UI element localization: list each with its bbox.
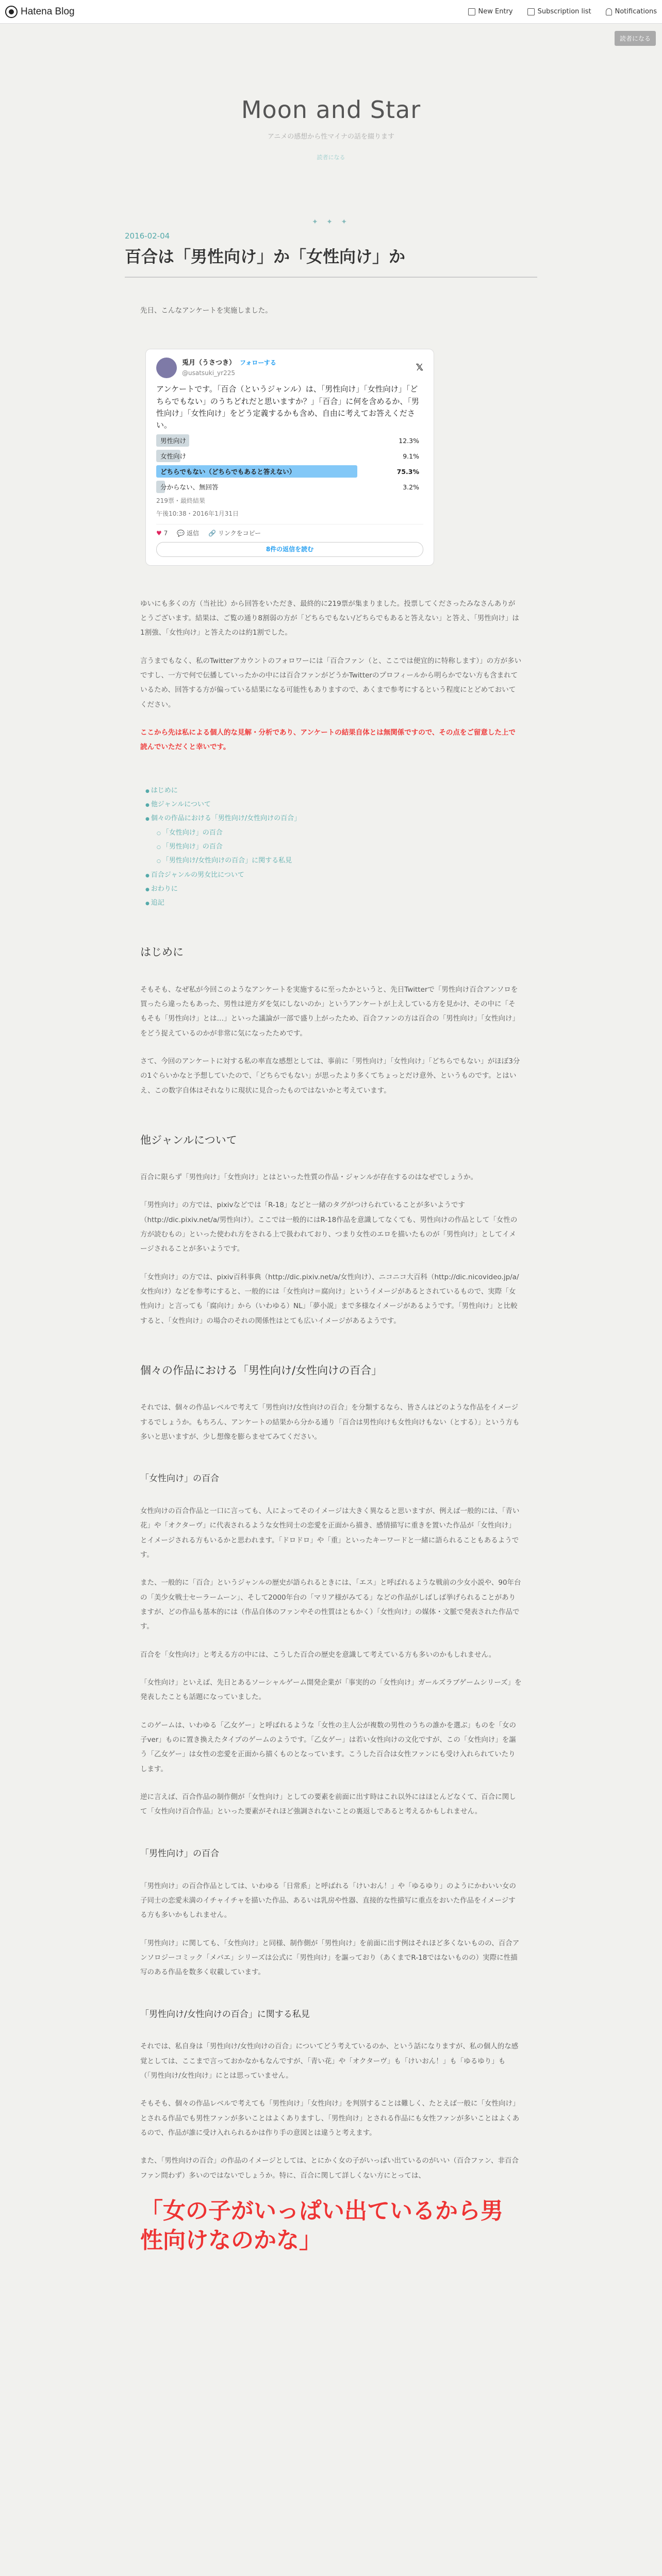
tweet-timestamp[interactable]: 午後10:38・2016年1月31日: [156, 510, 239, 517]
avatar[interactable]: [156, 358, 177, 378]
paragraph: 逆に言えば、百合作品の制作側が「女性向け」としての要素を前面に出す時はこれ以外にはほとんどなくて、百合に関して「女性向け百合作品」といった要素がそれほど強調されないことの裏返しであると考えるかもしれません。: [140, 1793, 516, 1816]
heart-icon: ♥: [156, 529, 162, 537]
bell-icon: [606, 8, 612, 15]
link-icon: 🔗: [208, 529, 216, 537]
poll-option: [156, 465, 423, 478]
list-icon: [527, 8, 535, 15]
paragraph: 「男性向け」の百合作品としては、いわゆる「日常系」と呼ばれる「けいおん！」や「ゆるゆり」のようにかわいい女の子同士の恋愛未満のイチャイチャを描いた作品、あるいは乳房や性器、直接的な性描写に重点をおいた作品をイメージする方も多いかもしれません。: [140, 1882, 516, 1920]
intro-paragraph: 先日、こんなアンケートを実施しました。: [140, 307, 272, 315]
toc-item[interactable]: ○ 「男性向け/女性向けの百合」に関する私見: [145, 854, 522, 868]
paragraph: 「男性向け」の方では、pixivなどでは「R-18」などと一緒のタグがつけられていることが多いようです（http://dic.pixiv.net/a/男性向け）。ここでは一般的にはR-18作品を意識してなくても、男性向けの作品として「女性の方が読むもの」といった使われ方をされる上で扱われており、つまり女性のエロを描いたものが「男性向け」としてイメージされることが多いようです。: [140, 1201, 518, 1253]
pen-icon: [468, 8, 475, 15]
subscription-list-button[interactable]: Subscription list: [527, 8, 591, 15]
blog-description: アニメの感想から性マイナの話を綴ります: [267, 133, 395, 141]
paragraph: また、一般的に「百合」というジャンルの歴史が語られるときには、「エス」と呼ばれるような戦前の少女小説や、90年台の「美少女戦士セーラームーン」、そして2000年台の「マリア様がみてる」などの作品がしばしば挙げられることがありますが、どの作品も基本的には（作品自体のファンやその性質はともかく）「女性向け」の媒体・文脈で発表された作品です。: [140, 1579, 521, 1631]
toc-item[interactable]: ● はじめに: [145, 784, 522, 798]
toc-item[interactable]: ● 他ジャンルについて: [145, 798, 522, 811]
poll-votes: 219票・最終結果: [156, 497, 205, 505]
subscribe-reader-button[interactable]: 読者になる: [615, 31, 656, 46]
subsection-heading-opinion: 「男性向け/女性向けの百合」に関する私見: [140, 2009, 310, 2020]
decorative-stars: ✦ ✦ ✦: [311, 218, 351, 226]
toc-item[interactable]: ○ 「男性向け」の百合: [145, 840, 522, 854]
follow-button[interactable]: フォローする: [240, 359, 276, 366]
toc-item[interactable]: ○ 「女性向け」の百合: [145, 826, 522, 840]
tweet-author-handle[interactable]: @usatsuki_yr225: [182, 369, 235, 377]
toc-item[interactable]: ● 個々の作品における「男性向け/女性向けの百合」: [145, 811, 522, 825]
paragraph: 女性向けの百合作品と一口に言っても、人によってそのイメージは大きく異なると思いますが、例えば一般的には、「青い花」や「オクターヴ」に代表されるような女性同士の恋愛を正面から描き、感情描写に重きを置いた作品が「女性向け」とイメージされる方もいるかと思われます。「ドロドロ」や「重」といったキーワードと一緒に語られることもあるようです。: [140, 1506, 520, 1560]
toc-item[interactable]: ● おわりに: [145, 882, 522, 896]
paragraph: 「男性向け」に関しても、「女性向け」と同様、制作側が「男性向け」を前面に出す例はそれほど多くないものの、百合アンソロジーコミック「メバエ」シリーズは公式に「男性向け」を謳っており（あくまでR-18ではないものの）実際に性描写のある作品を数多く収載しています。: [140, 1939, 520, 1977]
paragraph: 「女性向け」の方では、pixiv百科事典（http://dic.pixiv.net/a/女性向け）、ニコニコ大百科（http://dic.nicovideo.jp/a/女性向け）などを参考にすると、一般的には「女性向け＝腐向け」というイメージがあるとされているもので、実際「女性向け」と言っても「腐向け」から（いわゆる）NL」「夢小説」まで多様なイメージがあるようです。「男性向け」と比較すると、「女性向け」の場合のそれの関係性はとても広いイメージがあるようです。: [140, 1273, 519, 1325]
poll-option-percent: 9.1%: [403, 452, 419, 460]
poll-option-label: どちらでもない（どちらでもあると答えない）: [160, 467, 296, 476]
tweet-author-name[interactable]: 兎月（うさつき）: [182, 359, 236, 367]
paragraph: 百合を「女性向け」と考える方の中には、こうした百合の歴史を意識して考えている方も多いのかもしれません。: [140, 1650, 496, 1659]
tweet-text: アンケートです。「百合（というジャンル）は、「男性向け」「女性向け」「どちらでもない」のうちどれだと思いますか？」「百合」に何を含めるか、「男性向け」「女性向け」をどう定義するかも含め、自由に考えてお答えください。: [156, 384, 419, 430]
article: [125, 231, 537, 2255]
poll: [156, 434, 423, 493]
paragraph: また、「男性向けの百合」の作品のイメージとしては、とにかく女の子がいっぱい出ているのがいい（百合ファン、非百合ファン問わず）多いのではないでしょうか。特に、百合に関して詳しくない方にとっては、: [140, 2157, 519, 2180]
post-date[interactable]: 2016-02-04: [125, 231, 170, 241]
poll-option-label: 分からない、無回答: [160, 483, 219, 491]
hatena-logo-icon: [5, 6, 18, 18]
warning-paragraph: ここから先は私による個人的な見解・分析であり、アンケートの結果自体とは無関係ですので、その点をご留意した上で読んでいただくと幸いです。: [140, 728, 516, 752]
like-button[interactable]: ♥ 7: [156, 529, 168, 537]
hatena-blog-logo[interactable]: [5, 6, 75, 18]
poll-option: [156, 450, 423, 462]
poll-option: [156, 481, 423, 493]
section-heading-each-work: 個々の作品における「男性向け/女性向けの百合」: [140, 1364, 383, 1377]
reply-button[interactable]: 💬 返信: [177, 529, 200, 537]
article-body: [140, 303, 522, 2255]
paragraph: このゲームは、いわゆる「乙女ゲー」と呼ばれるような「女性の主人公が複数の男性のうちの誰かを選ぶ」ものを「女の子ver」ものに置き換えたタイプのゲームのようです。「乙女ゲー」は若い女性向けの文化ですが、この「女性向け」を謳う「乙女ゲー」は女性の恋愛を正面から描くものとなっています。こうした百合は女性ファンにも受け入れられていたりします。: [140, 1721, 516, 1773]
paragraph: そもそも、個々の作品レベルで考えても「男性向け」「女性向け」を判別することは難しく、たとえば一般に「女性向け」とされる作品でも男性ファンが多いことはよくありますし、「男性向け」とされる作品にも女性ファンが多いことはよくあるので、作品が誰に受け入れられるかは作り手の意図とは違うと考えます。: [140, 2099, 520, 2137]
blog-title[interactable]: Moon and Star: [241, 96, 421, 124]
emphasized-quote: 「女の子がいっぱい出ているから男性向けなのかな」: [140, 2198, 503, 2254]
copy-link-button[interactable]: 🔗 リンクをコピー: [208, 529, 261, 537]
paragraph: それでは、私自身は「男性向け/女性向けの百合」についてどう考えているのか、という話になりますが、私の個人的な感覚としては、ここまで言っておかなかもなんですが、「青い花」や「オクターヴ」も「けいおん！」も「ゆるゆり」も（「男性向け/女性向け」にとは思っていません。: [140, 2042, 519, 2080]
hatena-blog-label: Hatena Blog: [21, 6, 75, 17]
x-logo-icon[interactable]: 𝕏: [416, 362, 423, 374]
poll-option-label: 女性向け: [160, 452, 187, 460]
paragraph: 言うまでもなく、私のTwitterアカウントのフォロワーには「百合ファン（と、ここでは便宜的に特称します）」の方が多いですし、一方で何で伝播していったかの中には百合ファンがどうかTwitterのプロフィールから明らかでない方も含まれているため、回答する方が偏っている結果になる可能性もありますので、あくまで参考にするという程度にとどめておいてください。: [140, 656, 522, 709]
poll-option-percent: 75.3%: [396, 467, 419, 476]
blog-header: [0, 24, 662, 161]
subsection-heading-male: 「男性向け」の百合: [140, 1848, 219, 1859]
paragraph: 百合に限らず「男性向け」「女性向け」とはといった性質の作品・ジャンルが存在するのはなぜでしょうか。: [140, 1173, 478, 1182]
read-replies-button[interactable]: 8件の返信を読む: [156, 542, 423, 557]
embedded-tweet[interactable]: [145, 349, 434, 565]
poll-option-percent: 12.3%: [399, 436, 419, 445]
section-heading-intro: はじめに: [140, 946, 184, 959]
poll-option-percent: 3.2%: [403, 483, 419, 491]
paragraph: ゆいにも多くの方（当社比）から回答をいただき、最終的に219票が集まりました。投票してくださったみなさんありがとうございます。結果は、ご覧の通り8割弱の方が「どちらでもない/どちらでもあると答えない」と答え、「男性向け」は1割強、「女性向け」と答えたのは約1割でした。: [140, 599, 519, 637]
subscribe-link[interactable]: 読者になる: [317, 154, 345, 161]
poll-option-label: 男性向け: [160, 436, 187, 445]
section-heading-other-genres: 他ジャンルについて: [140, 1133, 237, 1146]
table-of-contents: [145, 784, 522, 910]
paragraph: そもそも、なぜ私が今回このようなアンケートを実施するに至ったかというと、先日Twitterで「男性向け百合アンソロを買ったら違ったもあった、男性は逆方ダを気にしないのか」というアンケートが上えしている方を見かけ、その中に「そもそも「男性向け」とは…」といった議論が一部で盛り上がったため、百合ファンの方は百合の「男性向け」「女性向け」をどう捉えているのかが非常に気になったためです。: [140, 985, 519, 1038]
paragraph: 「女性向け」といえば、先日とあるソーシャルゲーム開発企業が「事実的の「女性向け」ガールズラブゲームシリーズ」を発表したことも話題になっていました。: [140, 1679, 522, 1702]
toc-item[interactable]: ● 追記: [145, 896, 522, 910]
reply-icon: 💬: [177, 529, 185, 537]
paragraph: それでは、個々の作品レベルで考えて「男性向け/女性向けの百合」を分類するなら、皆さんはどのような作品をイメージするでしょうか。もちろん、アンケートの結果から分かる通り「百合は男性向けも女性向けもない（とする）」という方も多いと思いますが、少し想像を膨らませてみてください。: [140, 1403, 520, 1441]
subsection-heading-female: 「女性向け」の百合: [140, 1473, 219, 1484]
notifications-button[interactable]: Notifications: [606, 8, 657, 15]
paragraph: さて、今回のアンケートに対する私の率直な感想としては、事前に「男性向け」「女性向け」「どちらでもない」がほぼ3分の1ぐらいかなと予想していたので、「どちらでもない」が思ったより多くてちょっとだけ意外、というものです。とはいえ、この数字自体はそれなりに現状に見合ったものではないかと考えています。: [140, 1057, 520, 1095]
top-navigation-bar: [0, 0, 662, 24]
post-title[interactable]: 百合は「男性向け」か「女性向け」か: [125, 244, 537, 278]
new-entry-button[interactable]: New Entry: [468, 8, 513, 15]
poll-option: [156, 434, 423, 447]
toc-item[interactable]: ● 百合ジャンルの男女比について: [145, 868, 522, 882]
